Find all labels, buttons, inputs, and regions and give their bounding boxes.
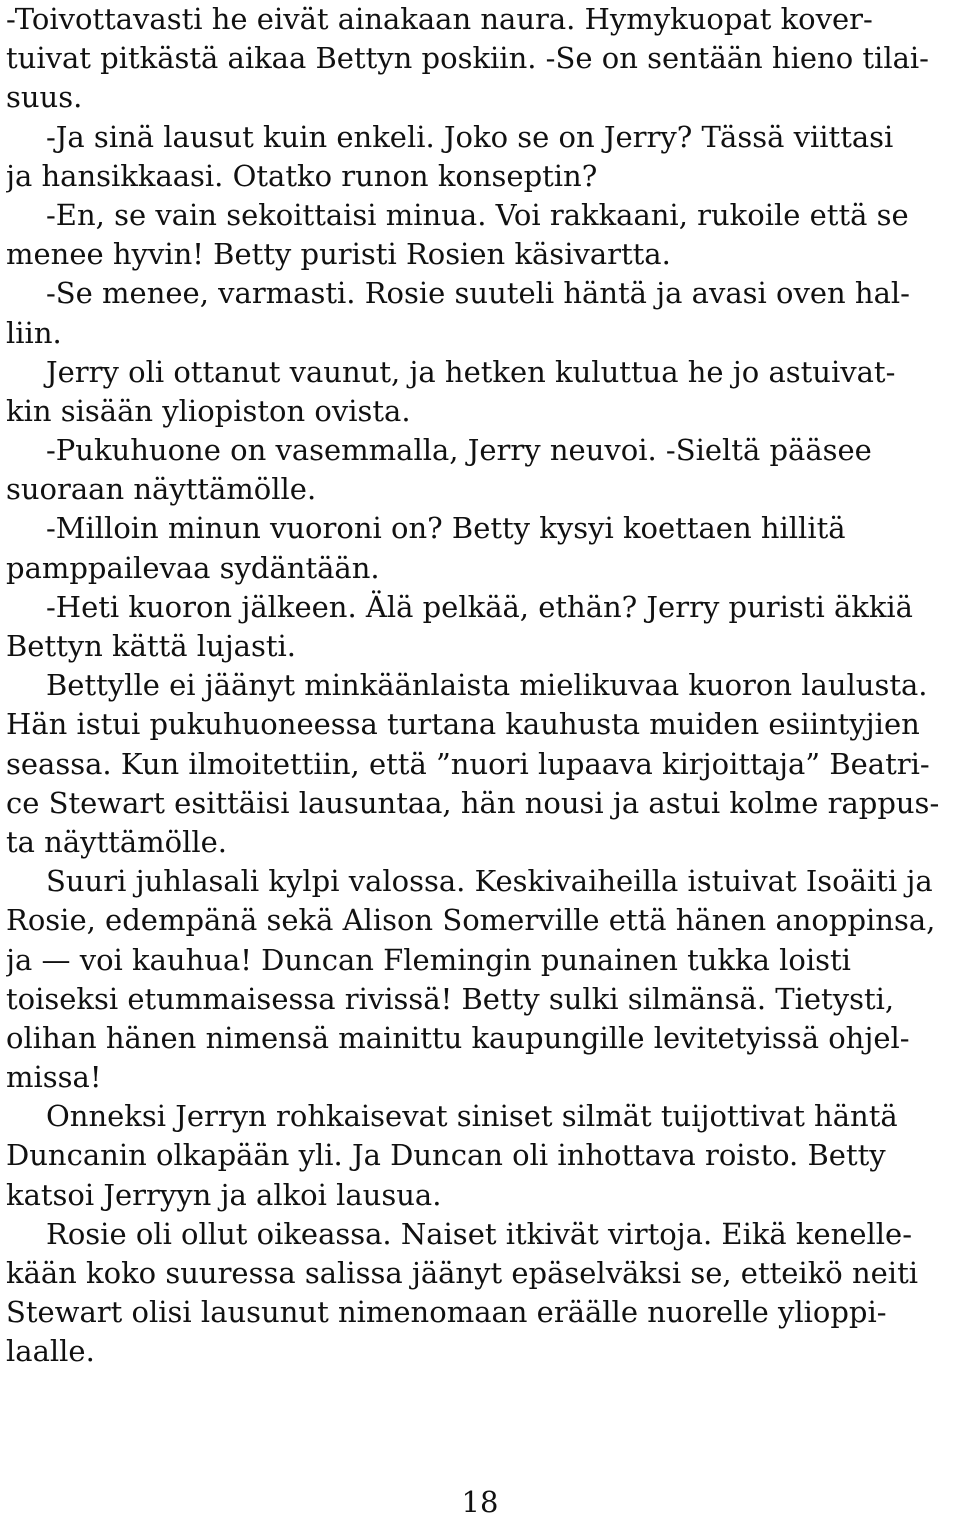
text-line: menee hyvin! Betty puristi Rosien käsivartta. [6,237,671,272]
text-line: toiseksi etummaisessa rivissä! Betty sulki silmänsä. Tietysti, [6,981,895,1016]
text-line: suoraan näyttämölle. [6,472,317,507]
text-line: Hän istui pukuhuoneessa turtana kauhusta muiden esiintyjien [6,707,920,742]
text-line: ja hansikkaasi. Otatko runon konseptin? [6,158,598,193]
text-line: Onneksi Jerryn rohkaisevat siniset silmät tuijottivat häntä [46,1099,898,1134]
text-line: olihan hänen nimensä mainittu kaupungille levitetyissä ohjel- [6,1020,910,1055]
text-line: laalle. [6,1334,95,1369]
text-line: ce Stewart esittäisi lausuntaa, hän nousi ja astui kolme rappus- [6,785,940,820]
text-line: -Milloin minun vuoroni on? Betty kysyi koettaen hillitä [46,511,846,546]
text-line: -Toivottavasti he eivät ainakaan naura. Hymykuopat kover- [6,2,873,36]
text-line: Bettyn kättä lujasti. [6,629,296,663]
text-line: pamppailevaa sydäntään. [6,550,380,585]
text-line: liin. [6,315,62,350]
text-line: suus. [6,80,83,115]
text-line: tuivat pitkästä aikaa Bettyn poskiin. -Se on sentään hieno tilai- [6,41,929,76]
page-number: 18 [461,1485,499,1519]
text-line: ja — voi kauhua! Duncan Flemingin punainen tukka loisti [6,942,851,977]
text-line: Suuri juhlasali kylpi valossa. Keskivaiheilla istuivat Isoäiti ja [46,864,933,899]
text-line: kään koko suuressa salissa jäänyt epäselväksi se, etteikö neiti [6,1256,918,1290]
text-line: ta näyttämölle. [6,824,227,859]
text-line: Jerry oli ottanut vaunut, ja hetken kuluttua he jo astuivat- [46,354,896,389]
text-line: missa! [6,1060,102,1095]
text-line: katsoi Jerryyn ja alkoi lausua. [6,1177,442,1212]
text-line: kin sisään yliopiston ovista. [6,393,411,428]
text-line: -Heti kuoron jälkeen. Älä pelkää, ethän? Jerry puristi äkkiä [46,589,913,624]
body-text [6,0,952,1372]
text-line: -En, se vain sekoittaisi minua. Voi rakkaani, rukoile että se [46,197,909,232]
text-line: -Se menee, varmasti. Rosie suuteli häntä ja avasi oven hal- [46,276,910,311]
text-line: Stewart olisi lausunut nimenomaan eräälle nuorelle ylioppi- [6,1295,887,1330]
text-line: Rosie oli ollut oikeassa. Naiset itkivät virtoja. Eikä kenelle- [46,1216,913,1251]
text-line: Bettylle ei jäänyt minkäänlaista mielikuvaa kuoron laulusta. [46,668,928,703]
text-line: Duncanin olkapään yli. Ja Duncan oli inhottava roisto. Betty [6,1138,886,1173]
text-line: Rosie, edempänä sekä Alison Somerville että hänen anoppinsa, [6,903,936,938]
text-line: seassa. Kun ilmoitettiin, että ”nuori lupaava kirjoittaja” Beatri- [6,746,930,781]
text-line: -Pukuhuone on vasemmalla, Jerry neuvoi. -Sieltä pääsee [46,433,872,468]
text-line: -Ja sinä lausut kuin enkeli. Joko se on Jerry? Tässä viittasi [46,119,894,154]
